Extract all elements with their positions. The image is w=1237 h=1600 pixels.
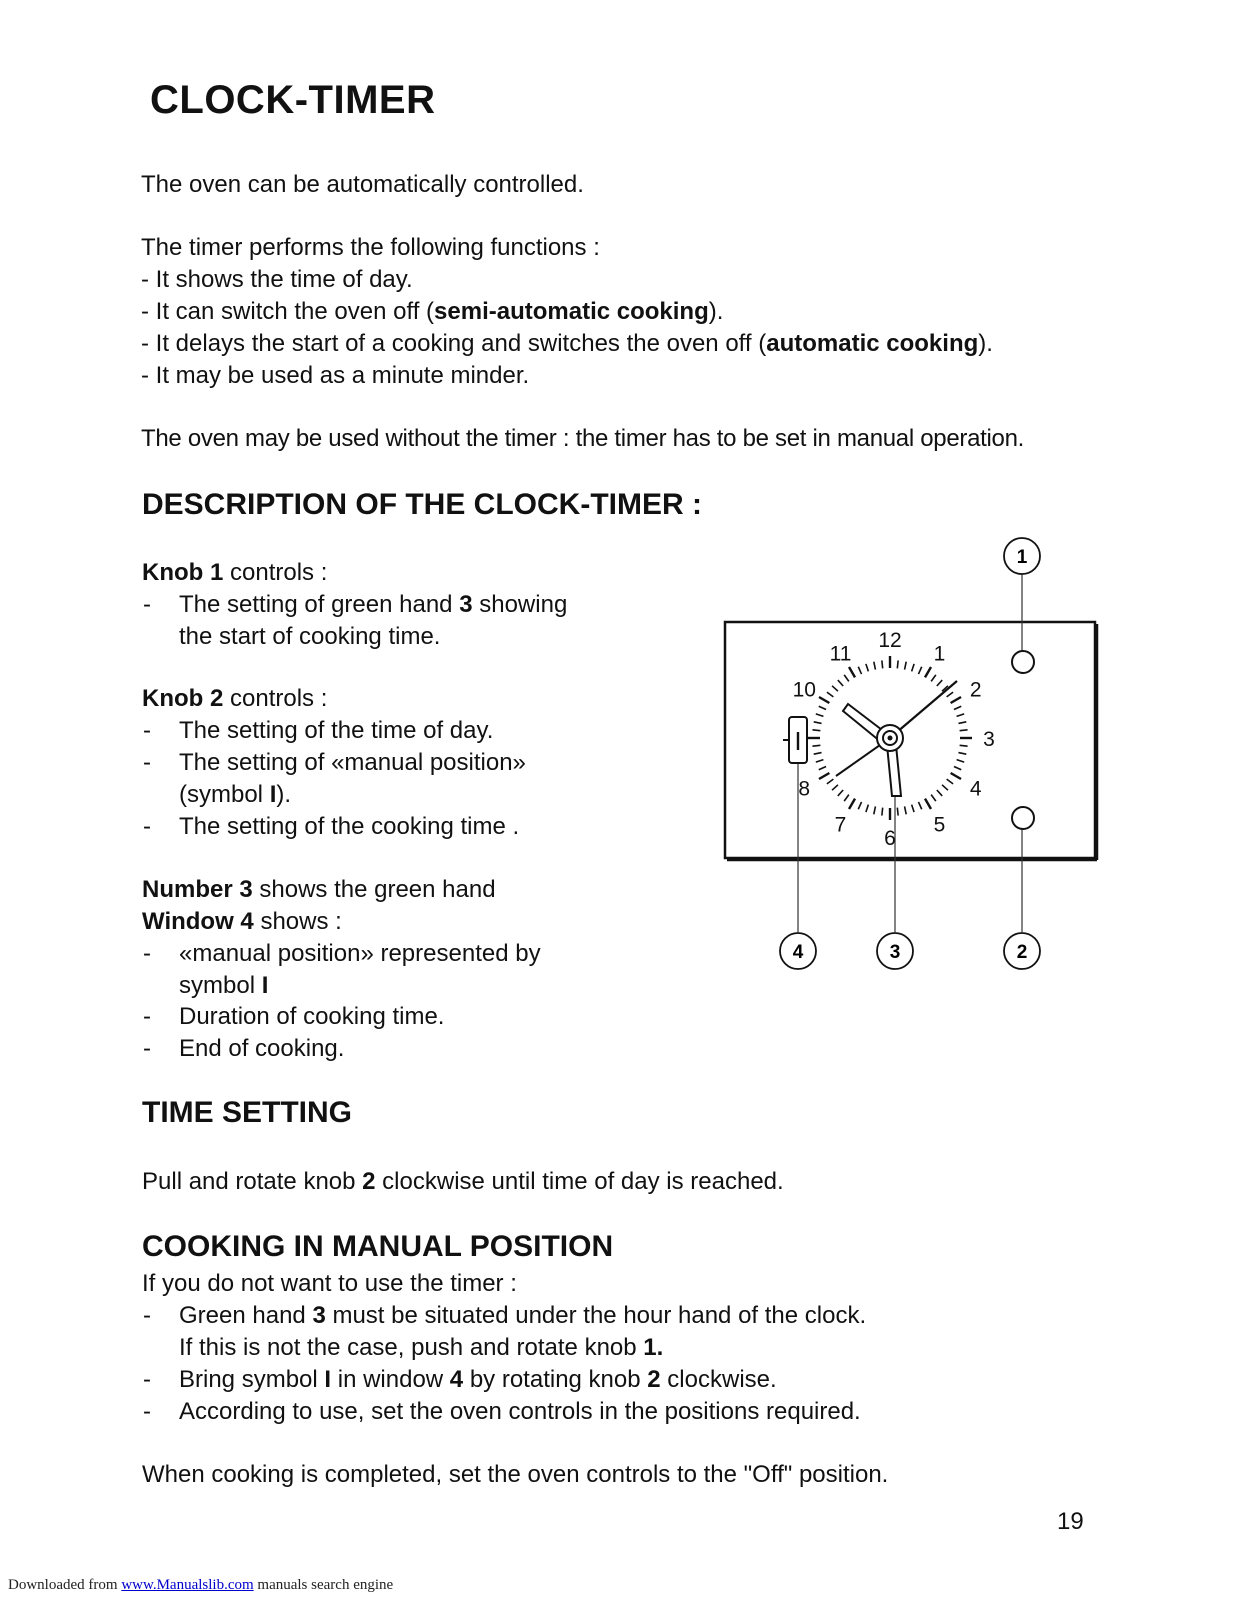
dial-tick [954, 766, 961, 769]
green-hand [887, 745, 901, 796]
footer-link[interactable]: www.Manualslib.com [121, 1577, 254, 1593]
knob-1-icon [1012, 651, 1034, 673]
dial-tick [947, 692, 953, 697]
dial-tick [960, 745, 968, 746]
hour-label: 12 [878, 629, 902, 652]
manual-note: The oven may be used without the timer : the timer has to be set in manual operation. [141, 425, 1024, 452]
dial-tick [812, 730, 820, 731]
dial-tick [918, 667, 921, 674]
manual-intro: If you do not want to use the timer : [142, 1270, 517, 1297]
dial-tick [960, 730, 968, 731]
footer: Downloaded from www.Manualslib.com manuals search engine [8, 1577, 394, 1593]
callout-2 [1004, 933, 1040, 969]
functions-heading: The timer performs the following functions : [141, 234, 600, 261]
dial-tick [814, 722, 822, 724]
hour-label: 6 [884, 827, 896, 850]
dial-tick [832, 785, 838, 790]
dial-tick [838, 680, 843, 686]
hour-label: 8 [798, 777, 811, 801]
callout-1 [1004, 538, 1040, 574]
dial-tick [844, 675, 849, 681]
dial-tick [819, 706, 826, 709]
dial-tick [858, 802, 861, 809]
timer-frame [725, 622, 1095, 858]
dial-tick [905, 662, 907, 670]
intro-paragraph: The oven can be automatically controlled. [141, 171, 584, 198]
hour-label: 2 [969, 678, 982, 702]
dial-tick [912, 805, 914, 813]
hour-label: 5 [933, 813, 946, 837]
dial-tick [844, 795, 849, 801]
hour-label: 3 [983, 728, 995, 751]
dial-tick [931, 675, 936, 681]
manual-final: When cooking is completed, set the oven controls to the "Off" position. [142, 1461, 889, 1488]
svg-text:3: 3 [889, 942, 901, 963]
function-item: - It shows the time of day. [141, 266, 413, 293]
dial-tick [957, 714, 965, 716]
svg-text:4: 4 [792, 942, 804, 963]
dial-tick [819, 766, 826, 769]
section-heading-manual: COOKING IN MANUAL POSITION [142, 1230, 614, 1263]
hour-label: 4 [969, 777, 982, 801]
dial-tick [942, 785, 948, 790]
time-setting-text: Pull and rotate knob 2 clockwise until time of day is reached. [142, 1168, 784, 1195]
dial-tick [918, 802, 921, 809]
dial-tick [958, 753, 966, 755]
dial-tick [819, 697, 829, 703]
dial-tick [937, 680, 942, 686]
dial-tick [816, 760, 824, 762]
dial-tick [882, 808, 883, 816]
knob-2-icon [1012, 807, 1034, 829]
section-heading-description: DESCRIPTION OF THE CLOCK-TIMER : [142, 488, 702, 521]
dial-tick [897, 808, 898, 816]
dial-tick [814, 753, 822, 755]
dial-tick [827, 692, 833, 697]
list-item-continuation: the start of cooking time. [179, 623, 441, 650]
function-item: - It can switch the oven off (semi-automatic cooking). [141, 298, 724, 325]
dial-tick [951, 697, 961, 703]
clock-hands [836, 681, 957, 796]
dial-tick [866, 664, 868, 672]
hour-label: 1 [933, 642, 946, 666]
dial-tick [874, 806, 876, 814]
svg-text:I: I [794, 726, 802, 756]
function-item: - It may be used as a minute minder. [141, 362, 530, 389]
dial-tick [882, 660, 883, 668]
clock-timer-diagram [700, 520, 1120, 980]
list-item-continuation: symbol I [179, 972, 269, 999]
dial-tick [954, 706, 961, 709]
page-title: CLOCK-TIMER [150, 78, 436, 122]
dial-tick [905, 806, 907, 814]
window4-label: Window 4 shows : [142, 908, 342, 935]
dial-tick [838, 790, 843, 796]
window-4-icon [783, 717, 807, 763]
page-number: 19 [1057, 1508, 1084, 1535]
svg-text:1: 1 [1016, 547, 1028, 568]
dial-tick [951, 773, 961, 779]
callout-3 [877, 933, 913, 969]
list-item-continuation: (symbol I). [179, 781, 292, 808]
number3-label: Number 3 shows the green hand [142, 876, 496, 903]
dial-tick [925, 799, 931, 809]
hour-label: 10 [792, 678, 816, 702]
hour-label: 11 [829, 642, 852, 666]
dial-tick [947, 779, 953, 784]
dial-tick [816, 714, 824, 716]
knob1-label: Knob 1 controls : [142, 559, 328, 586]
dial-tick [874, 662, 876, 670]
dial-tick [912, 664, 914, 672]
dial-tick [866, 805, 868, 813]
dial-tick [827, 779, 833, 784]
dial-tick [812, 745, 820, 746]
dial-tick [832, 686, 838, 691]
dial-tick [819, 773, 829, 779]
dial-tick [937, 790, 942, 796]
callout-4 [780, 933, 816, 969]
knob2-label: Knob 2 controls : [142, 685, 328, 712]
dial-tick [957, 760, 965, 762]
dial-tick [858, 667, 861, 674]
dial-tick [925, 667, 931, 677]
hour-label: 7 [834, 813, 847, 837]
section-heading-time-setting: TIME SETTING [142, 1096, 352, 1129]
function-item: - It delays the start of a cooking and switches the oven off (automatic cooking). [141, 330, 993, 357]
dial-tick [931, 795, 936, 801]
dial-tick [897, 660, 898, 668]
dial-tick [958, 722, 966, 724]
dial-tick [849, 667, 855, 677]
dial-tick [849, 799, 855, 809]
list-item-continuation: If this is not the case, push and rotate knob 1. [179, 1334, 664, 1361]
svg-text:2: 2 [1016, 942, 1028, 963]
